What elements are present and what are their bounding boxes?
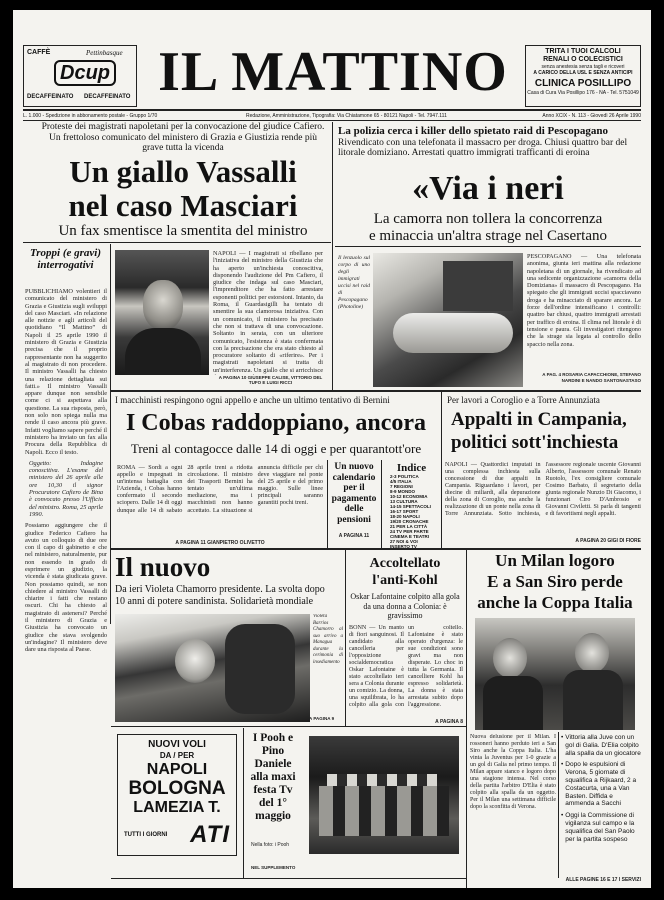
ad-line6: Casa di Cura Via Posillipo 176 - NA - Tel. 5751049 <box>527 90 639 96</box>
calendar-title-6: pensioni <box>337 514 371 525</box>
index-list <box>390 474 439 548</box>
ad-line5: CLINICA POSILLIPO <box>534 78 632 89</box>
kohl-text: BONN — Un manto di fiori sanguinosi. Il candidato alla cancelleria per l'opposizione socialdemocratica Oskar Lafontaine è stato accoltellato ieri sera a Colonia durante un comizio. La donna, una squilibrata, lo ha colpito alla gola con un coltello. Lafontaine è stato operato d'urgenza: le sue condizioni sono gravi ma non disperate. Lo choc in tutta la Germania. Il cancelliere Kohl ha espresso solidarietà. La donna è stata arrestata subito dopo l'aggressione. <box>349 625 463 708</box>
cobas-headline: I Cobas raddoppiano, ancora <box>125 410 427 436</box>
kohl-headline-1: Accoltellato <box>369 556 441 571</box>
masthead-title: IL MATTINO <box>158 41 508 103</box>
kohl-headline-2: l'anti-Kohl <box>372 573 438 588</box>
address-line: Redazione, Amministrazione, Tipografia: Via Chiatamone 65 - 80121 Napoli - Tel. 7947.111 <box>246 113 447 119</box>
index-item: 8-9 MONDO <box>390 489 416 494</box>
ad-bottom-2: DECAFFEINATO <box>84 94 131 100</box>
pooh-caption: Nella foto: i Pooh <box>251 842 290 848</box>
ati-ad[interactable] <box>117 734 237 856</box>
vassalli-headline-1: Un giallo Vassalli <box>69 155 297 189</box>
appalti-kicker: Per lavori a Coroglio e a Torre Annunziata <box>447 395 600 405</box>
index-item: 24 TV PER PARTE <box>390 529 429 534</box>
index-item: 4/5 ITALIA <box>390 479 412 484</box>
ati-line2: DA / PER <box>159 751 195 760</box>
newspaper-page <box>13 10 651 888</box>
index-item: 10-12 ECONOMIA <box>390 494 428 499</box>
pescopagano-article: PESCOPAGANO — Una telefonata anonima, giunta ieri mattina alla redazione napoletana di un giornale, ha rivendicato ad una sedicente organizzazione «camorra della Domiziana» il massacro di Pescopagano. Ha spiegato che gli immigrati uccisi spacciavano droga e ha minacciato di sparare ancora. Le forze dell'ordine intensificano i controlli: quattro bar chiusi, quattro immigrati arrestati per traffico di eroina. Il clima nel litorale è di tensione e paura. Gli investigatori ritengono che la strage sia legata al controllo dello spaccio nella zona. <box>527 253 641 348</box>
ati-line6: TUTTI I GIORNI <box>124 832 168 838</box>
editorial-title: Troppi (e gravi) interrogativi <box>29 247 102 271</box>
pooh-headline: I Pooh e Pino Daniele alla maxi festa Tv del 1° maggio <box>250 732 296 822</box>
pescopagano-subkicker: Rivendicato con una telefonata il massacro per droga. Chiusi quattro bar del litorale domiziano. Arrestati quattro immigrati trafficanti di eroina <box>338 138 628 158</box>
ati-line5: LAMEZIA T. <box>133 799 221 816</box>
milan-ref: ALLE PAGINE 16 E 17 I SERVIZI <box>565 877 641 883</box>
appalti-ref: A PAGINA 20 GIGI DI FIORE <box>575 538 641 544</box>
index-item: INSERTO TV <box>390 544 417 548</box>
ad-line2: RENALI O COLECISTICI <box>543 56 623 63</box>
pescopagano-photo <box>373 253 523 387</box>
cobas-deck: Treni al contagocce dalle 14 di oggi e per quarantott'ore <box>130 441 422 456</box>
pescopagano-kicker: La polizia cerca i killer dello spietato raid di Pescopagano <box>338 125 608 137</box>
vassalli-headline-2: nel caso Masciari <box>68 189 298 223</box>
kohl-ref: A PAGINA 8 <box>435 719 463 725</box>
masthead-rule <box>23 109 641 111</box>
calendar-ref: A PAGINA 11 <box>338 533 370 539</box>
index-title: Indice <box>396 462 427 474</box>
ati-line1: NUOVI VOLI <box>148 739 206 750</box>
ad-bottom: DECAFFEINATO <box>27 94 74 100</box>
cobas-text: ROMA — Sordi a ogni appello e impegnati in un'intensa battaglia con l'Azienda, i Cobas hanno confermato il secondo sciopero. Dalle 14 di oggi dunque alle 14 di sabato 28 aprile treni a ridotta circolazione. Il ministro dei Trasporti Bernini ha tentato un'ultima mediazione, ma i macchinisti non hanno accettato. La situazione si annuncia difficile per chi deve viaggiare nel ponte del 25 aprile e del primo maggio. Sulle linee principali saranno garantiti pochi treni. <box>117 464 323 514</box>
pescopagano-deck-2: e minaccia un'altra strage nel Casertano <box>368 228 607 244</box>
index-item: 13 CULTURA <box>390 499 418 504</box>
ad-top-left: CAFFÈ <box>27 49 51 56</box>
pooh-ref: NEL SUPPLEMENTO <box>251 865 296 870</box>
vassalli-kicker: Proteste dei magistrati napoletani per la convocazione del giudice Cafiero. Un frettoloso comunicato del ministero di Grazia e Giustizia rende più grave tutta la vicenda <box>41 122 325 153</box>
ad-logo: Dcup <box>54 60 116 86</box>
calendar-title-2: calendario <box>332 472 376 483</box>
index-item: 27 NOI & VOI <box>390 539 418 544</box>
ad-line1: TRITA I TUOI CALCOLI <box>545 48 621 55</box>
kohl-deck: Oskar Lafontaine colpito alla gola da una donna a Colonia: è gravissimo <box>350 592 460 620</box>
vassalli-deck: Un fax smentisce la smentita del ministro <box>58 223 308 239</box>
cobas-kicker: I macchinisti respingono ogni appello e anche un ultimo tentativo di Bernini <box>115 395 390 405</box>
ad-brand: Pettinbasque <box>86 49 123 57</box>
calendar-title-1: Un nuovo <box>334 462 374 472</box>
nicaragua-deck: Da ieri Violeta Chamorro presidente. La svolta dopo 10 anni di potere sandinista. Solidarietà mondiale <box>115 584 325 607</box>
pescopagano-ref: A PAG. 4 ROSARIA CAPACCHIONE, STEFANO NARDINI E NANDO SANTONASTASO <box>542 372 641 383</box>
milan-sidebar <box>561 734 641 878</box>
appalti-headline-2: politici sott'inchiesta <box>451 432 619 453</box>
editorial-paragraph-1: PUBBLICHIAMO volentieri il comunicato del ministero di Grazia e Giustizia sugli sviluppi del caso Masciari. «In relazione alle notizie e agli articoli del quotidiano “Il Mattino” di Napoli il 25 aprile 1990 il ministero di Grazia e Giustizia precisa che il proprio rappresentante non ha suggerito al magistrato di non procedere. Il ministro Vassalli ha chiesto una relazione dettagliata sui fatti.» Il ministro Vassalli appare dunque non sensibile come ci si aspettava alla questione. La sua risposta, però, non solo non spiega nulla ma rende il caso ancora più grave. Infatti vogliamo sapere perché il ministero ha inviato un fax alla Procura della Repubblica di Napoli. Ecco il testo. <box>25 288 107 456</box>
pescopagano-caption: Il lenzuolo sul corpo di uno degli immigrati uccisi nel raid di Pescopagano (Photoline) <box>338 255 370 310</box>
vassalli-ref: A PAGINA 10 GIUSEPPE CALISE, VITTORIO DEL TUFO E LUIGI RICCI <box>218 375 323 385</box>
ad-line4: A CARICO DELLA USL E SENZA ANTICIPI <box>533 70 633 76</box>
index-item: 16-17 SPORT <box>390 509 419 514</box>
editorial-paragraph-2: Possiamo aggiungere che il giudice Federico Cafiero ha avuto un colloquio di due ore con il capo di gabinetto e che nel ministero, naturalmente, pur non essendo in grado di esprimere un giudizio, la vicenda è stata giudicata grave. Non possiamo quindi, se non chiedere al ministro Vassalli di chiarire i fatti che restano oscuri. Chi ha chiesto al magistrato di astenersi? Perché il ministero di Grazia e Giustizia ha convocato un giudice che stava svolgendo un'indagine? Il ministero deve dare una risposta al Paese. <box>25 522 107 654</box>
editorial-text <box>25 288 107 888</box>
price-line: L. 1.000 - Spedizione in abbonamento postale - Gruppo 1/70 <box>23 113 158 119</box>
milan-headline-1: Un Milan logoro <box>495 551 615 570</box>
calendar-title-5: delle <box>344 504 364 514</box>
calendar-box <box>329 462 379 546</box>
milan-headline-3: anche la Coppa Italia <box>477 593 633 612</box>
milan-sidebar-1: • Vittoria alla Juve con un gol di Galia. D'Elia colpito alla spalla da un giocatore <box>561 734 641 757</box>
vassalli-article: NAPOLI — I magistrati si ribellano per l'iniziativa del ministro della Giustizia che ha aperto un'inchiesta conoscitiva, disponendo l'audizione del Pm Cafiero, il giudice che indaga sul caso Masciari, l'imprenditore che ha fatto arrestare esponenti politici per estorsioni. Intanto, da Roma, il Guardasigilli ha tentato di smentire la sua clamorosa iniziativa. Con un comunicato, il ministero ha precisato che non si trattava di una convocazione. Soltanto in serata, con un ulteriore comunicato, l'esistenza è stata confermata con la precisazione che era stato chiesto al procuratore soltanto di «riferire». Per i magistrati napoletani si tratta di un'interferenza. Un giallo che si arricchisce <box>213 250 323 374</box>
ati-line3: NAPOLI <box>146 761 208 778</box>
index-item: 19/20 CRONACHE <box>390 519 429 524</box>
pescopagano-deck-1: La camorra non tollera la concorrenza <box>373 211 603 227</box>
milan-sidebar-2: • Dopo le espulsioni di Verona, 5 giornate di squalifica a Rijkaard, 2 a Costacurta, una a Van Basten. Diffida e ammenda a Sacchi <box>561 761 637 808</box>
milan-photo <box>475 618 635 730</box>
masthead-rule-2 <box>23 120 641 121</box>
milan-headline-2: E a San Siro perde <box>487 572 623 591</box>
index-item: 21 PER LA CITTÀ <box>390 524 428 529</box>
nicaragua-photo <box>115 614 310 722</box>
index-item: 14-15 SPETTACOLI <box>390 504 431 509</box>
index-item: 18-20 NAPOLI <box>390 514 420 519</box>
ati-line4: BOLOGNA <box>128 778 226 799</box>
index-box <box>384 462 439 548</box>
calendar-title-4: pagamento <box>331 493 377 504</box>
index-item: 2-3 POLITICA <box>390 474 419 479</box>
nicaragua-headline: Il nuovo <box>115 552 211 582</box>
appalti-headline-1: Appalti in Campania, <box>451 409 627 430</box>
fax-text: Oggetto: Indagine conoscitiva. L'esame del ministero del 26 aprile alle ore 10,30 il signor Procuratore Cafiero de Bina è convocato presso l'Ufficio del ministro. Roma, 25 aprile 1990. <box>29 459 103 518</box>
nicaragua-caption: Violeta Barrios Chamorro al suo arrivo a Managua durante la cerimonia di insediamento <box>313 614 343 665</box>
appalti-text: NAPOLI — Quattordici imputati in una complessa inchiesta sulla concessione di due appalti in Campania. Riguardano i lavori, per diecine di miliardi, alla depurazione della zona di Coroglio, ma anche la realizzazione di un ponte nella zona di Torre Annunziata. Sotto inchiesta, l'assessore regionale uscente Giovanni Alberto, l'assessore comunale Renato Ruotolo, l'ex consigliere comunale Cosimo Barbato, il segretario della giunta regionale Nunzio Di Giacomo, i funzionari Ciro D'Ambrosio e Giovanni Civiletti. Si parla di tangenti e di favoritismi negli appalti. <box>445 462 641 517</box>
right-ad[interactable] <box>525 45 641 107</box>
milan-text: Nuova delusione per il Milan. I rossoneri hanno perduto ieri a San Siro anche la Coppa Italia. L'ha vinta la Juventus per 1-0 grazie a un gol di Galia nel primo tempo. Il Milan appare stanco e logoro dopo una stagione intensa. Nel corso della partita l'arbitro D'Elia è stato colpito alla spalla da un oggetto. Per il Milan una settimana difficile dopo la sconfitta di Verona. <box>470 734 556 810</box>
milan-sidebar-3: • Oggi la Commissione di vigilanza sul campo e la squalifica del San Paolo per la partita sospeso <box>561 812 635 843</box>
ati-logo: ATI <box>190 821 230 848</box>
index-item: CINEMA E TEATRI <box>390 534 429 539</box>
vassalli-photo <box>115 250 209 375</box>
cobas-ref: A PAGINA 11 GIANPIETRO OLIVETTO <box>175 540 265 546</box>
left-ad[interactable] <box>23 45 137 107</box>
nicaragua-ref: A PAGINA 9 <box>309 716 335 721</box>
index-item: 7 REGIONI <box>390 484 413 489</box>
calendar-title-3: per il <box>343 483 365 493</box>
pescopagano-headline: «Via i neri <box>412 170 564 207</box>
issue-line: Anno XCIX - N. 113 - Giovedì 26 Aprile 1990 <box>542 113 641 119</box>
ad-line3: senza anestesia senza tagli e ricoveri <box>541 64 625 70</box>
pooh-photo <box>309 736 459 854</box>
